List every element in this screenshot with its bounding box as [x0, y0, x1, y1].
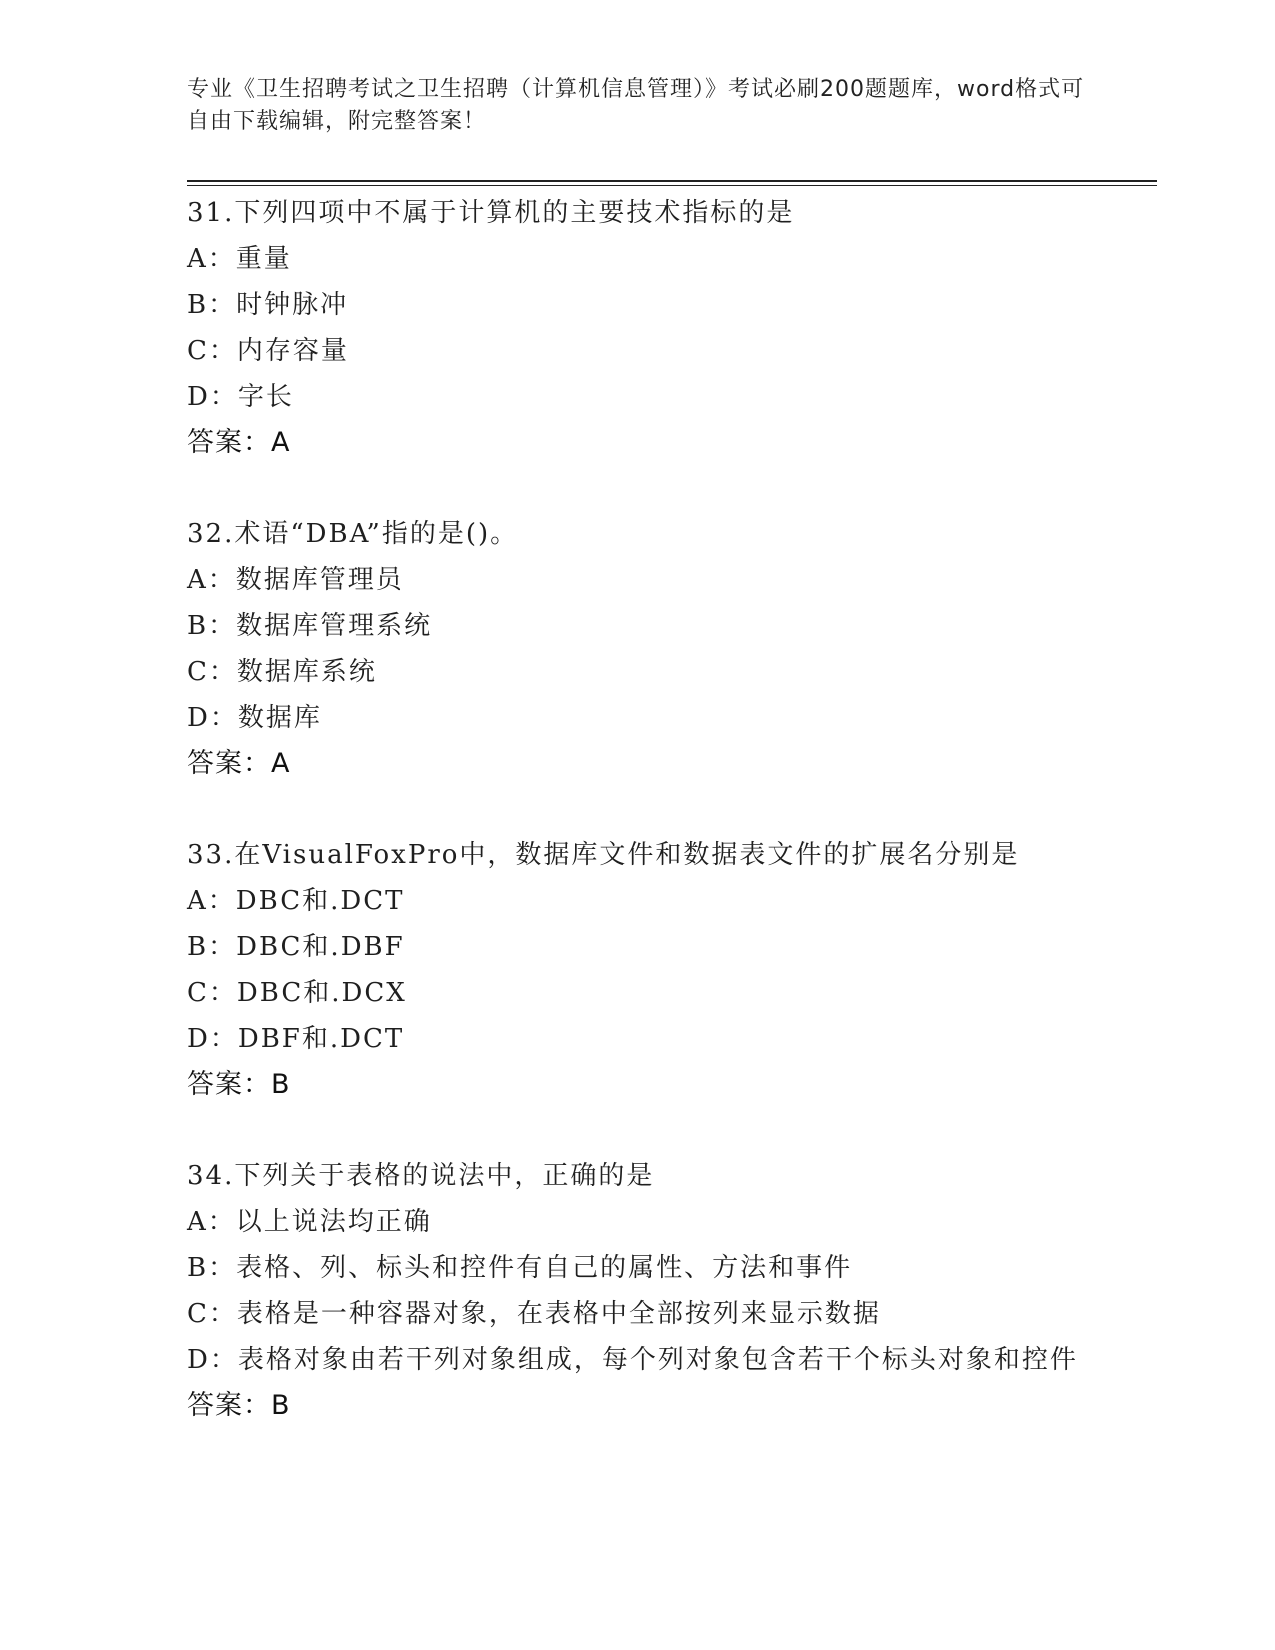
answer-label: 答案：B — [187, 1390, 291, 1421]
option-d: D：数据库 — [187, 703, 322, 733]
option-d: D：DBF和.DCT — [187, 1024, 405, 1054]
option-c: C：DBC和.DCX — [187, 978, 407, 1008]
option-c: C：数据库系统 — [187, 657, 377, 687]
question-32 — [187, 511, 1087, 787]
option-d: D：表格对象由若干列对象组成，每个列对象包含若干个标头对象和控件 — [187, 1345, 1078, 1375]
option-d: D：字长 — [187, 382, 294, 412]
header-double-rule — [187, 180, 1157, 186]
option-a: A：重量 — [187, 244, 292, 274]
option-a: A：数据库管理员 — [187, 565, 404, 595]
question-31 — [187, 190, 1087, 466]
answer-label: 答案：A — [187, 748, 291, 779]
option-a: A：以上说法均正确 — [187, 1207, 432, 1237]
option-b: B：时钟脉冲 — [187, 290, 349, 320]
option-a: A：DBC和.DCT — [187, 886, 405, 916]
question-34 — [187, 1153, 1087, 1429]
document-header: 专业《卫生招聘考试之卫生招聘（计算机信息管理）》考试必刷200题题库，word格式可自由下载编辑，附完整答案！ — [187, 77, 1085, 134]
question-stem: 33.在VisualFoxPro中，数据库文件和数据表文件的扩展名分别是 — [187, 840, 1020, 870]
question-33 — [187, 832, 1087, 1108]
answer-label: 答案：B — [187, 1069, 291, 1100]
option-c: C：表格是一种容器对象，在表格中全部按列来显示数据 — [187, 1299, 881, 1329]
question-stem: 34.下列关于表格的说法中，正确的是 — [187, 1161, 655, 1191]
option-b: B：表格、列、标头和控件有自己的属性、方法和事件 — [187, 1253, 853, 1283]
option-c: C：内存容量 — [187, 336, 349, 366]
answer-label: 答案：A — [187, 427, 291, 458]
option-b: B：数据库管理系统 — [187, 611, 433, 641]
option-b: B：DBC和.DBF — [187, 932, 405, 962]
question-stem: 32.术语“DBA”指的是()。 — [187, 519, 519, 549]
question-stem: 31.下列四项中不属于计算机的主要技术指标的是 — [187, 198, 795, 228]
question-list — [187, 190, 1087, 1474]
